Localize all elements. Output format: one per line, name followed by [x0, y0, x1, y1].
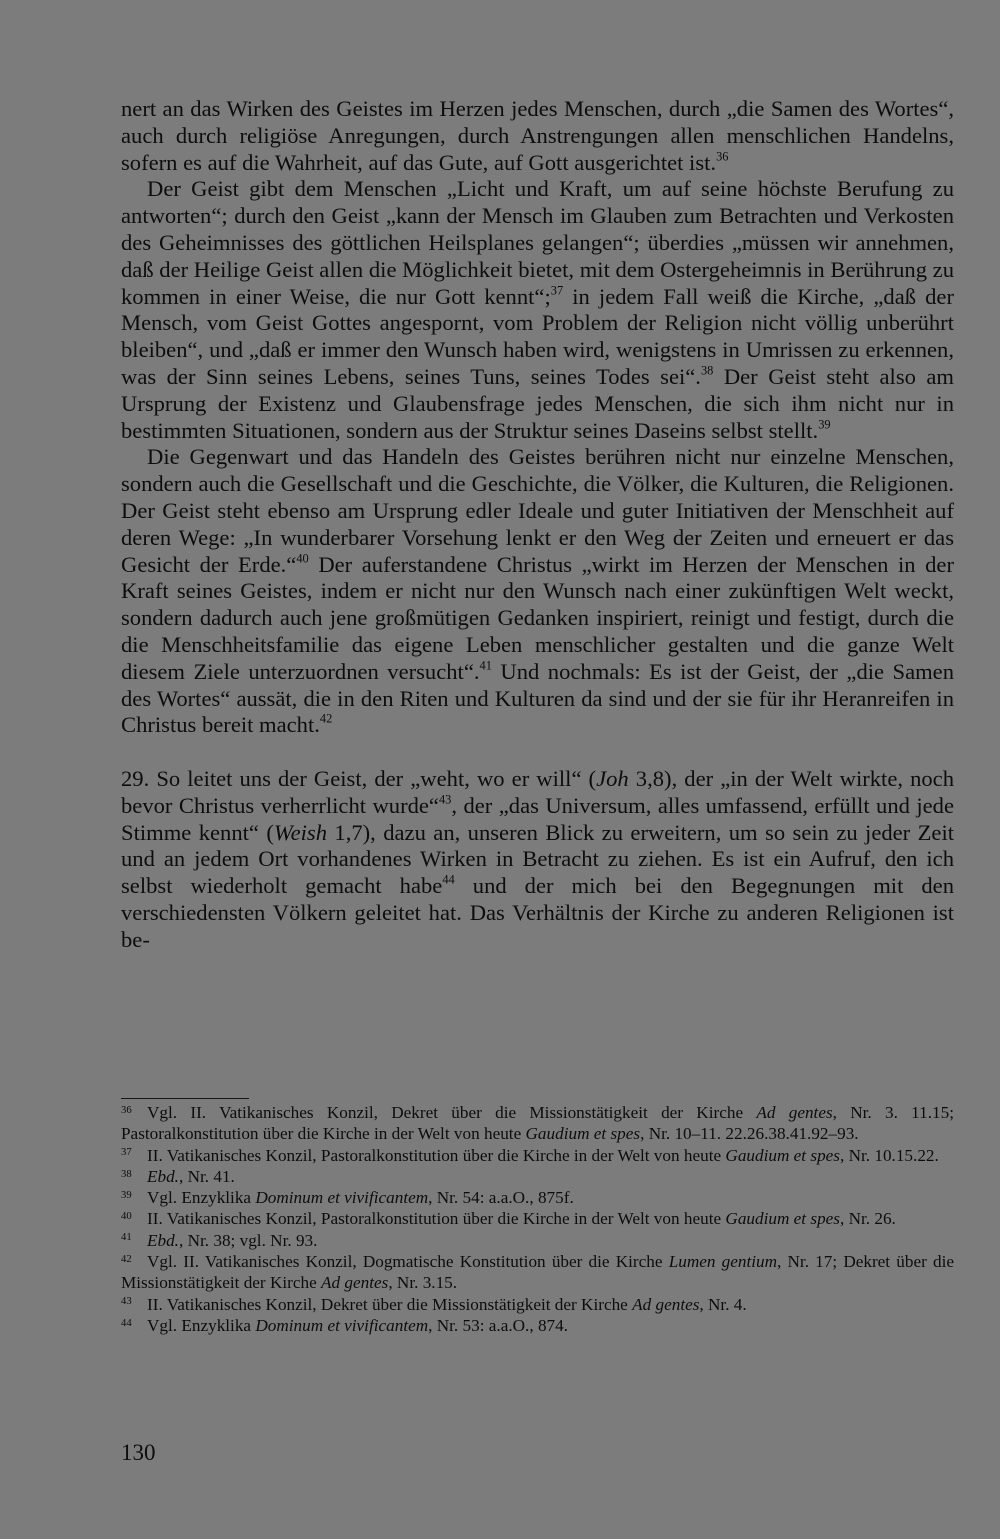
footnote-38: 38 Ebd., Nr. 41.	[121, 1166, 235, 1186]
italic-text: Gaudium et spes	[725, 1209, 840, 1229]
section-29-paragraph	[121, 766, 954, 954]
text-run: nert an das Wirken des Geistes im Herzen jedes Menschen, durch „die Samen des Wortes“, auch durch religiöse Anregungen, durch Anstrengungen allen menschlichen Handelns, sofern es auf die Wahrheit, auf das Gute, auf Gott ausgerichtet ist.	[121, 96, 954, 175]
text-run: 29. So leitet uns der Geist, der „weht, wo er will“ (	[121, 765, 597, 791]
text-run: , Nr. 38; vgl. Nr. 93.	[178, 1230, 318, 1250]
italic-text: Dominum et vivificantem	[255, 1188, 429, 1208]
footnote-divider	[121, 1098, 249, 1099]
italic-text: Ebd.	[147, 1230, 179, 1250]
text-run: Der auferstandene Christus „wirkt im Herzen der Menschen in der Kraft seines Geistes, indem er nicht nur den Wunsch nach einer zukünftigen Welt weckt, sondern dadurch auch jene großmütigen Gedanken inspiriert, reinigt und festigt, durch die die Menschheitsfamilie das eigene Leben menschlicher gestalten und die ganze Welt diesem Ziele unterzuordnen versucht“.	[121, 551, 954, 684]
text-run: 3,8), der „in der Welt wirkte, noch bevor Christus verherrlicht wurde“	[121, 765, 954, 818]
italic-text: Ad gentes	[756, 1103, 833, 1122]
footnote-40: 40 II. Vatikanisches Konzil, Pastoralkonstitution über die Kirche in der Welt von heute Gaudium et spes, Nr. 26.	[121, 1209, 896, 1229]
footnote-reference: 44	[442, 872, 455, 887]
footnote-reference: 42	[319, 712, 333, 727]
text-run: Vgl. Enzyklika	[147, 1188, 256, 1208]
italic-text: Ad gentes	[632, 1294, 700, 1314]
italic-text: Ad gentes	[321, 1273, 389, 1293]
text-run: , Nr. 54: a.a.O., 875f.	[428, 1188, 574, 1208]
text-run: in jedem Fall weiß die Kirche, „daß der Mensch, vom Geist Gottes angespornt, vom Problem der Religion nicht völlig unberührt bleiben“, und „daß er immer den Wunsch haben wird, wenigstens in Umrissen zu erkennen, was der Sinn seines Lebens, seines Tuns, seines Todes sei“.	[121, 283, 954, 389]
footnote-36: 36 Vgl. II. Vatikanisches Konzil, Dekret über die Missionstätigkeit der Kirche Ad gentes, Nr. 3. 11.15; Pastoralkonstitution über die Kirche in der Welt von heute Gaudium et spes, Nr. 10–11. 22.26.38.41.92–93.	[121, 1103, 954, 1144]
paragraph	[121, 176, 954, 444]
page-number: 130	[121, 1440, 156, 1465]
footnote-reference: 41	[479, 658, 492, 673]
text-run: , Nr. 41.	[178, 1166, 235, 1186]
text-run: Vgl. Enzyklika	[147, 1315, 256, 1335]
italic-text: Ebd.	[147, 1166, 179, 1186]
text-run: , Nr. 10.15.22.	[839, 1145, 939, 1165]
text-run: II. Vatikanisches Konzil, Dekret über die Missionstätigkeit der Kirche	[147, 1294, 633, 1314]
footnote-reference: 39	[818, 417, 831, 432]
italic-text: Weish	[273, 819, 328, 845]
footnote-reference: 36	[716, 149, 729, 164]
text-run: , Nr. 4.	[699, 1294, 747, 1314]
paragraph	[121, 96, 954, 176]
body-text	[121, 96, 954, 954]
text-run: , Nr. 3.15.	[388, 1273, 458, 1293]
footnote-39: 39 Vgl. Enzyklika Dominum et vivificantem, Nr. 54: a.a.O., 875f.	[121, 1188, 574, 1208]
paragraph	[121, 444, 954, 739]
text-run: Und nochmals: Es ist der Geist, der „die Samen des Wortes“ aussät, die in den Riten und Kulturen da sind und der sie für ihr Heranreifen in Christus bereit macht.	[121, 658, 955, 738]
text-run: II. Vatikanisches Konzil, Pastoralkonstitution über die Kirche in der Welt von heute	[147, 1209, 726, 1229]
text-run: Vgl. II. Vatikanisches Konzil, Dekret über die Missionstätigkeit der Kirche	[147, 1103, 757, 1122]
text-run: Die Gegenwart und das Handeln des Geistes berühren nicht nur einzelne Menschen, sondern auch die Gesellschaft und die Geschichte, die Völker, die Kulturen, die Religionen. Der Geist steht ebenso am Ursprung edler Ideale und guter Initiativen der Menschheit auf deren Wege: „In wunderbarer Vorsehung lenkt er den Weg der Zeiten und erneuert er das Gesicht der Erde.“	[121, 444, 954, 577]
text-run: Vgl. II. Vatikanisches Konzil, Dogmatische Konstitution über die Kirche	[147, 1252, 669, 1272]
text-run: und der mich bei den Begegnungen mit den verschiedensten Völkern geleitet hat. Das Verhältnis der Kirche zu anderen Religionen ist be-	[121, 873, 955, 952]
italic-text: Joh	[596, 765, 629, 791]
text-run: , Nr. 3. 11.15; Pastoralkonstitution über die Kirche in der Welt von heute	[121, 1103, 954, 1144]
footnote-reference: 43	[438, 792, 452, 807]
footnote-37: 37 II. Vatikanisches Konzil, Pastoralkonstitution über die Kirche in der Welt von heute Gaudium et spes, Nr. 10.15.22.	[121, 1145, 939, 1165]
text-run: Der Geist steht also am Ursprung der Existenz und Glaubensfrage jedes Menschen, die sich ihm nicht nur in bestimmten Situationen, sondern aus der Struktur seines Daseins selbst stellt.	[121, 363, 954, 443]
footnote-reference: 40	[296, 551, 309, 566]
footnote-reference: 38	[700, 363, 714, 378]
footnotes	[121, 1102, 954, 1336]
text-run: , Nr. 26.	[839, 1209, 896, 1229]
text-run: 1,7), dazu an, unseren Blick zu erweitern, um so sein zu jeder Zeit und an jedem Ort vorhandenes Wirken in Betracht zu ziehen. Es ist ein Aufruf, den ich selbst wiederholt gemacht habe	[121, 819, 954, 899]
italic-text: Dominum et vivificantem	[255, 1315, 429, 1335]
italic-text: Lumen gentium	[668, 1252, 778, 1272]
text-run: Der Geist gibt dem Menschen „Licht und Kraft, um auf seine höchste Berufung zu antworten“; durch den Geist „kann der Mensch im Glauben zum Betrachten und Verkosten des Geheimnisses des göttlichen Heilsplanes gelangen“; überdies „müssen wir annehmen, daß der Heilige Geist allen die Möglichkeit bietet, mit dem Ostergeheimnis in Berührung zu kommen in einer Weise, die nur Gott kennt“;	[121, 176, 954, 309]
italic-text: Gaudium et spes	[725, 1145, 840, 1165]
text-run: , Nr. 53: a.a.O., 874.	[428, 1315, 569, 1335]
text-run: , Nr. 17; Dekret über die Missionstätigkeit der Kirche	[121, 1252, 954, 1293]
footnote-reference: 37	[550, 283, 564, 298]
footnote-42: 42 Vgl. II. Vatikanisches Konzil, Dogmatische Konstitution über die Kirche Lumen gentium, Nr. 17; Dekret über die Missionstätigkeit der Kirche Ad gentes, Nr. 3.15.	[121, 1252, 954, 1293]
footnote-41: 41 Ebd., Nr. 38; vgl. Nr. 93.	[121, 1230, 318, 1250]
italic-text: Gaudium et spes	[525, 1124, 641, 1144]
text-run: , Nr. 10–11. 22.26.38.41.92–93.	[640, 1124, 859, 1144]
footnote-44: 44 Vgl. Enzyklika Dominum et vivificantem, Nr. 53: a.a.O., 874.	[121, 1315, 569, 1335]
text-run: II. Vatikanisches Konzil, Pastoralkonstitution über die Kirche in der Welt von heute	[147, 1145, 726, 1165]
footnote-43: 43 II. Vatikanisches Konzil, Dekret über die Missionstätigkeit der Kirche Ad gentes, Nr. 4.	[121, 1294, 747, 1314]
text-run: , der „das Universum, alles umfassend, erfüllt und jede Stimme kennt“ (	[121, 792, 954, 845]
